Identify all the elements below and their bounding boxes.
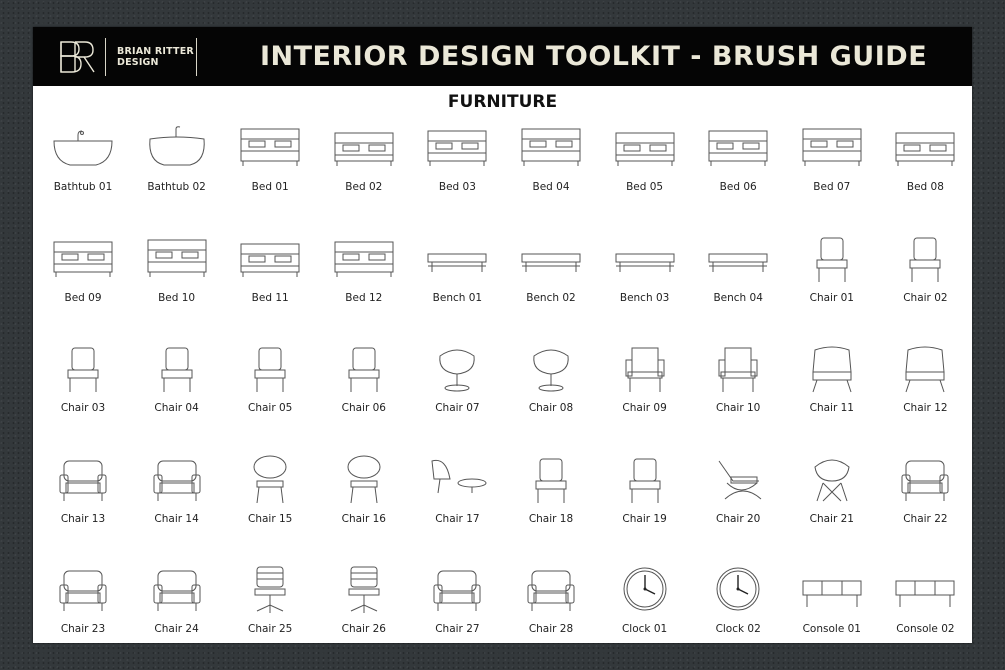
barcelona-chair-icon [703,453,773,505]
bathtub-icon [142,121,212,173]
brush-item [317,230,411,338]
brush-item [504,230,598,338]
brush-item [36,230,130,338]
brush-item-label: Bed 09 [64,291,102,304]
bed-icon [703,121,773,173]
brush-item [130,340,224,448]
brush-item [317,119,411,227]
brush-item-label: Chair 18 [528,512,574,525]
brush-item [785,340,879,448]
brush-item [785,451,879,559]
brush-item-label: Chair 23 [60,623,106,635]
brush-item [223,451,317,559]
bed-icon [329,232,399,284]
brush-item [36,561,130,643]
bench-icon [516,232,586,284]
brush-item-label: Chair 04 [154,402,199,414]
brush-item [785,119,879,227]
brush-item [410,561,504,643]
brush-item-label: Console 01 [802,623,861,635]
brush-item-label: Chair 05 [248,402,293,414]
brush-item-label: Bed 03 [438,181,476,193]
bench-icon [422,232,492,284]
brand-line-2: DESIGN [117,57,159,68]
office-chair-icon [235,563,305,615]
chair-icon [142,342,212,394]
brush-item-label: Chair 09 [622,402,667,414]
brand-line-1: BRIAN RITTER [117,46,194,57]
brush-item-label: Bed 07 [813,181,851,193]
brush-item-label: Chair 17 [435,512,480,525]
brush-item [317,451,411,559]
bed-icon [797,121,867,173]
brush-item [878,451,972,559]
brush-item [36,451,130,559]
bed-icon [235,121,305,173]
brush-item-label: Chair 24 [154,623,199,635]
brush-item [598,340,692,448]
brush-item [130,561,224,643]
brush-item-label: Bed 02 [345,181,383,193]
brush-item [410,230,504,338]
brush-item-label: Chair 16 [341,512,386,525]
bed-icon [142,232,212,284]
section-title: FURNITURE [447,92,558,112]
bed-icon [329,121,399,173]
header-bar [33,27,972,86]
brush-item-label: Bed 08 [906,181,944,193]
clock-icon [610,563,680,615]
brush-item [785,561,879,643]
brush-item-label: Bench 02 [526,291,576,304]
console-icon [797,563,867,615]
brush-item [223,119,317,227]
brush-item [223,561,317,643]
brush-item-label: Bed 04 [532,181,570,193]
lounge-chair-icon [48,453,118,505]
brush-item [878,230,972,338]
brush-item-label: Chair 02 [903,291,948,304]
brush-item-label: Chair 03 [60,402,106,414]
brush-item-label: Bed 10 [158,291,196,304]
brush-item-label: Bathtub 01 [53,181,113,193]
page-title: INTERIOR DESIGN TOOLKIT - BRUSH GUIDE [260,41,928,72]
club-chair-icon [516,563,586,615]
brush-item-label: Chair 22 [903,512,948,525]
brush-item [504,561,598,643]
brush-item [878,561,972,643]
brush-item [130,119,224,227]
bed-icon [610,121,680,173]
brush-item [410,119,504,227]
brush-item-label: Chair 26 [341,623,386,635]
brush-item [598,561,692,643]
brush-item-label: Bed 05 [626,181,664,193]
brush-item [410,340,504,448]
bed-icon [422,121,492,173]
brush-item [504,451,598,559]
brush-item-label: Bench 04 [713,291,763,304]
brush-item-label: Chair 08 [528,402,574,414]
club-chair-icon [422,563,492,615]
brush-item-label: Chair 27 [435,623,480,635]
brush-item [130,451,224,559]
brush-item [691,230,785,338]
round-back-chair-icon [235,453,305,505]
tulip-chair-icon [516,342,586,394]
brush-item-label: Chair 10 [716,402,761,414]
brush-item [223,230,317,338]
brush-item [504,340,598,448]
bed-icon [235,232,305,284]
brush-item [598,451,692,559]
armchair-icon [703,342,773,394]
brush-item-label: Bed 11 [251,291,289,304]
bathtub-icon [48,121,118,173]
brush-item-label: Chair 06 [341,402,386,414]
brush-item-label: Chair 15 [248,512,293,525]
brush-item [36,119,130,227]
brush-guide-sheet [33,27,972,643]
brush-item-label: Chair 07 [435,402,480,414]
brush-item-label: Chair 01 [809,291,854,304]
club-chair-icon [890,453,960,505]
brush-item [504,119,598,227]
bed-icon [48,232,118,284]
brush-item-label: Bench 01 [432,291,483,304]
chair-icon [890,232,960,284]
slipper-chair-icon [142,563,212,615]
office-chair-icon [329,563,399,615]
brush-item [598,230,692,338]
chair-icon [48,342,118,394]
chair-icon [329,342,399,394]
bench-icon [610,232,680,284]
brush-item-label: Chair 28 [528,623,574,635]
slipper-chair-icon [48,563,118,615]
brush-item-label: Chair 12 [903,402,948,414]
chair-icon [235,342,305,394]
brush-item-label: Chair 14 [154,512,199,525]
bed-icon [890,121,960,173]
brush-item [410,451,504,559]
brush-item [691,119,785,227]
shell-chair-icon [797,453,867,505]
brush-item-label: Chair 19 [622,512,667,525]
tulip-chair-icon [422,342,492,394]
chair-icon [797,232,867,284]
brush-item-label: Bench 03 [619,291,670,304]
brush-item-label: Chair 11 [809,402,854,414]
brush-item-label: Chair 21 [809,512,854,525]
lounge-chair-icon [142,453,212,505]
brush-item [223,340,317,448]
brand-name [105,38,197,76]
brush-item-label: Bed 12 [345,291,383,304]
lounge-ottoman-icon [422,453,492,505]
brush-item [317,561,411,643]
chair-icon [516,453,586,505]
brush-item [598,119,692,227]
bed-icon [516,121,586,173]
wingback-chair-icon [890,342,960,394]
brush-item-label: Chair 20 [716,512,761,525]
furniture-grid [36,119,972,643]
brush-item-label: Bathtub 02 [147,181,206,193]
brush-item [878,340,972,448]
brush-item [785,230,879,338]
brush-item-label: Clock 02 [715,623,761,635]
round-back-chair-icon [329,453,399,505]
brush-item [130,230,224,338]
clock-icon [703,563,773,615]
brush-item [691,340,785,448]
wingback-chair-icon [797,342,867,394]
brush-item [317,340,411,448]
brush-item-label: Bed 01 [251,181,289,193]
brush-item [691,451,785,559]
brush-item [691,561,785,643]
console-icon [890,563,960,615]
armchair-icon [610,342,680,394]
chair-icon [610,453,680,505]
brush-item-label: Clock 01 [621,623,668,635]
bench-icon [703,232,773,284]
brush-item [36,340,130,448]
brush-item-label: Bed 06 [719,181,757,193]
br-monogram-logo [57,39,97,75]
brush-item [878,119,972,227]
brush-item-label: Chair 13 [60,512,106,525]
brush-item-label: Console 02 [896,623,955,635]
brush-item-label: Chair 25 [248,623,293,635]
